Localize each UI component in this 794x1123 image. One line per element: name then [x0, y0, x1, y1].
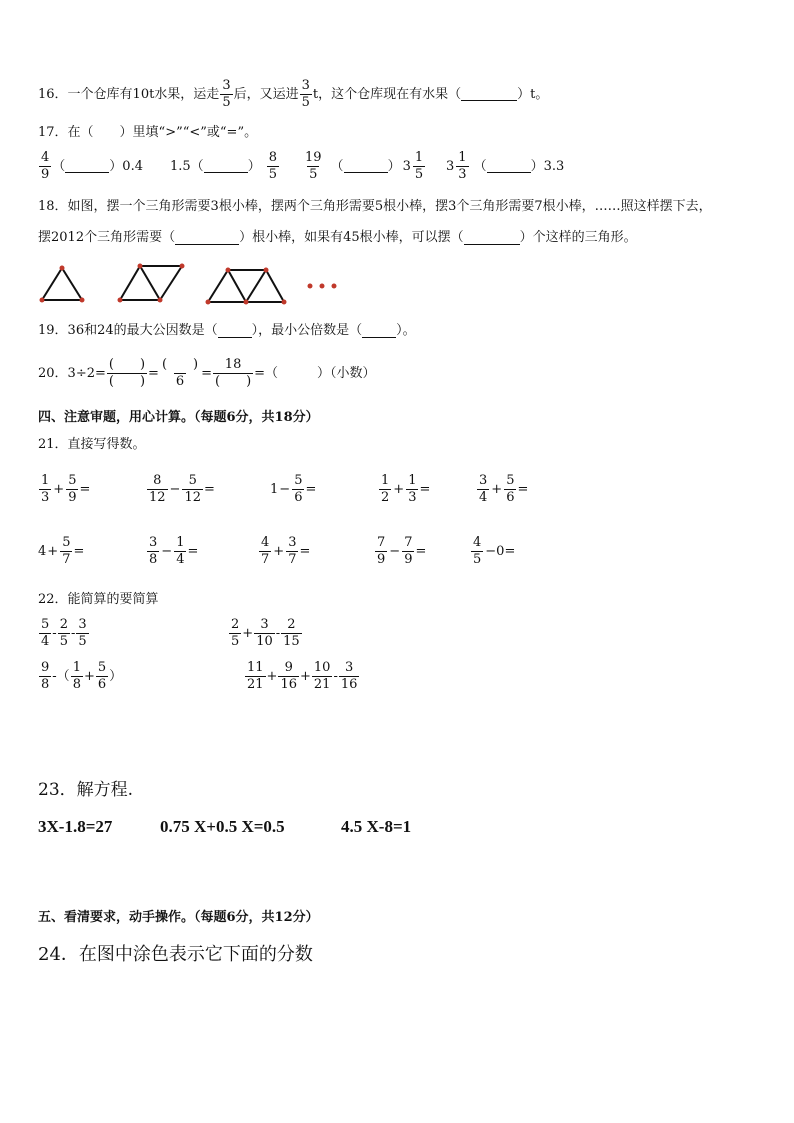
- q21-title: 21．直接写得数。: [38, 437, 146, 452]
- q23-title: 23．解方程.: [38, 780, 134, 800]
- q16-fraction-1: $\frac{3}{5}$: [222, 78, 231, 110]
- q21-row2-item4: $\frac{7}{9}$ − $\frac{7}{9}$ =: [377, 535, 427, 567]
- two-triangles: [118, 264, 185, 303]
- q16-fraction-2: $\frac{3}{5}$: [301, 78, 310, 110]
- q23-equation-2: 0.75 X+0.5 X=0.5: [160, 817, 285, 836]
- section-5-heading: 五、看清要求，动手操作。（每题6分，共12分）: [38, 910, 319, 925]
- q18-blank-1[interactable]: [175, 232, 239, 245]
- q17-blank-4[interactable]: [487, 160, 531, 173]
- q17-item-2: 1.5（ ） $\frac{8}{5}$: [170, 150, 277, 182]
- q24-text: 24．在图中涂色表示它下面的分数: [38, 944, 313, 965]
- q22-expression-1: $\frac{5}{4}$ - $\frac{2}{5}$ - $\frac{3}{5}$: [41, 617, 87, 649]
- question-19: 19．36和24的最大公因数是（ ），最小公倍数是（ ）。: [38, 323, 416, 338]
- q21-row1-item1: $\frac{1}{3}$ + $\frac{5}{9}$ =: [41, 473, 91, 505]
- q21-row1-item2: $\frac{8}{12}$ − $\frac{5}{12}$ =: [149, 473, 215, 505]
- q18-line-1: 18．如图，摆一个三角形需要3根小棒，摆两个三角形需要5根小棒，摆3个三角形需要7根小棒，……照这样摆下去，: [38, 199, 712, 214]
- q22-expression-2: $\frac{2}{5}$ + $\frac{3}{10}$ - $\frac{2}{15}$: [231, 617, 300, 649]
- q17-blank-2[interactable]: [204, 160, 248, 173]
- q21-row1-item3: 1 − $\frac{5}{6}$ =: [270, 473, 317, 505]
- q21-row1-item4: $\frac{1}{2}$ + $\frac{1}{3}$ =: [381, 473, 431, 505]
- three-triangles: [206, 268, 287, 305]
- q20-fraction-2[interactable]: $\frac{( )}{6}$: [161, 357, 199, 389]
- q17-stem: 17．在（ ）里填“>”“<”或“=”。: [38, 125, 258, 140]
- question-16: [38, 78, 548, 111]
- q17-item-1: $\frac{4}{9}$ （ ）0.4: [41, 150, 143, 182]
- q20-fraction-3[interactable]: $\frac{18}{( )}$: [215, 357, 252, 389]
- q17-item-3: $\frac{19}{5}$ （ ） 3 $\frac{1}{5}$: [305, 150, 424, 182]
- q16-text-d: ）t。: [517, 86, 549, 102]
- ellipsis-dots: [308, 284, 337, 289]
- q22-title: 22．能简算的要简算: [38, 592, 159, 607]
- q23-equation-1: 3X-1.8=27: [38, 817, 113, 836]
- question-20: 20．3÷2= $\frac{( )}{( )}$ = $\frac{( )}{6}$ = $\frac{18}{( )}$ =（ ）（小数）: [38, 357, 376, 389]
- q17-blank-3[interactable]: [344, 160, 388, 173]
- q17-blank-1[interactable]: [65, 160, 109, 173]
- one-triangle: [40, 266, 85, 303]
- q16-answer-blank[interactable]: [461, 88, 517, 101]
- q16-text-c: t，这个仓库现在有水果（: [312, 86, 462, 102]
- q19-blank-1[interactable]: [218, 325, 252, 338]
- q21-row2-item5: $\frac{4}{5}$ −0=: [473, 535, 516, 567]
- q22-expression-4: $\frac{11}{21}$ + $\frac{9}{16}$ + $\frac{10}{21}$ - $\frac{3}{16}$: [247, 660, 358, 692]
- q20-fraction-1[interactable]: $\frac{( )}{( )}$: [108, 357, 146, 389]
- q17-item-4: 3 $\frac{1}{3}$ （ ）3.3: [446, 150, 565, 182]
- q18-blank-2[interactable]: [464, 232, 520, 245]
- section-4-heading: 四、注意审题，用心计算。（每题6分，共18分）: [38, 410, 319, 425]
- q21-row2-item3: $\frac{4}{7}$ + $\frac{3}{7}$ =: [261, 535, 311, 567]
- q23-equation-3: 4.5 X-8=1: [341, 817, 412, 836]
- q19-blank-2[interactable]: [362, 325, 396, 338]
- q16-text-a: 16．一个仓库有10t水果，运走: [38, 86, 220, 102]
- triangle-sticks-figure: [36, 262, 346, 306]
- q16-text-b: 后，又运进: [233, 86, 299, 102]
- q21-row2-item1: 4 + $\frac{5}{7}$ =: [38, 535, 85, 567]
- q18-line-2: 摆2012个三角形需要（ ）根小棒，如果有45根小棒，可以摆（ ）个这样的三角形。: [38, 230, 637, 245]
- q21-row1-item5: $\frac{3}{4}$ + $\frac{5}{6}$ =: [479, 473, 529, 505]
- q22-expression-3: $\frac{9}{8}$ -（ $\frac{1}{8}$ + $\frac{5}{6}$ ）: [41, 660, 123, 692]
- q21-row2-item2: $\frac{3}{8}$ − $\frac{1}{4}$ =: [149, 535, 199, 567]
